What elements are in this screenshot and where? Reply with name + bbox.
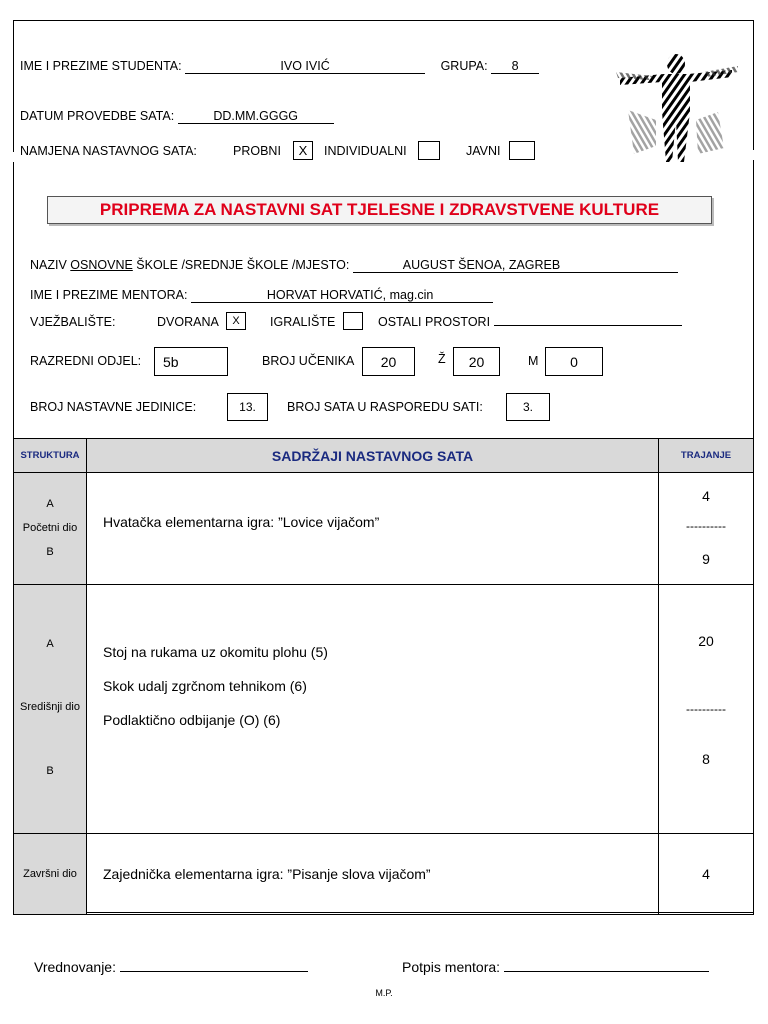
venue-hall-label: DVORANA <box>157 315 219 329</box>
venue-other-label: OSTALI PROSTORI <box>378 315 491 329</box>
unit-label: BROJ NASTAVNE JEDINICE: <box>30 400 197 414</box>
phase-cell <box>14 473 87 585</box>
duration-a: 20 <box>698 633 714 649</box>
duration-b: 8 <box>702 751 710 767</box>
table-header-row <box>14 439 754 473</box>
venue-label: VJEŽBALIŠTE: <box>30 315 116 329</box>
mentor-field[interactable] <box>191 288 493 303</box>
school-label-prefix: NAZIV <box>30 258 71 272</box>
mentor-value: HORVAT HORVATIĆ, mag.cin <box>266 288 434 302</box>
unit-field[interactable]: 13. <box>227 393 268 421</box>
school-field[interactable] <box>353 258 678 273</box>
gymnast-figure-icon <box>612 50 740 168</box>
female-label: Ž <box>438 352 446 366</box>
date-field[interactable]: DD.MM.GGGG <box>178 109 334 124</box>
purpose-label: NAMJENA NASTAVNOG SATA: <box>20 144 197 158</box>
duration-separator: ---------- <box>686 519 726 533</box>
signature-field[interactable] <box>504 971 709 972</box>
group-label: GRUPA: <box>440 59 488 73</box>
content-line: Skok udalj zgrčnom tehnikom (6) <box>103 678 307 694</box>
evaluation-label: Vrednovanje: <box>34 959 116 975</box>
venue-playground-checkbox[interactable] <box>343 312 363 330</box>
col-duration-header: TRAJANJE <box>659 439 754 473</box>
phase-a: A <box>46 638 54 650</box>
table-row <box>14 473 754 585</box>
table-row <box>14 834 754 915</box>
phase-a: A <box>46 498 54 510</box>
phase-b: B <box>46 765 54 777</box>
school-row <box>30 258 678 273</box>
content-line: Hvatačka elementarna igra: ”Lovice vijačom” <box>103 514 380 530</box>
purpose-individual-checkbox[interactable] <box>418 141 440 160</box>
evaluation-field[interactable] <box>120 971 308 972</box>
purpose-individual-label: INDIVIDUALNI <box>324 144 407 158</box>
student-label: IME I PREZIME STUDENTA: <box>20 59 182 73</box>
duration-b: 9 <box>702 551 710 567</box>
school-label-underlined: OSNOVNE <box>70 258 133 272</box>
lesson-table <box>13 438 754 915</box>
purpose-public-label: JAVNI <box>466 144 501 158</box>
school-value: AUGUST ŠENOA, ZAGREB <box>402 258 561 272</box>
female-field[interactable]: 20 <box>453 347 500 376</box>
purpose-trial-label: PROBNI <box>233 144 281 158</box>
venue-other-row <box>378 315 682 329</box>
col-structure-header: STRUKTURA <box>14 439 87 473</box>
purpose-public-checkbox[interactable] <box>509 141 535 160</box>
col-content-header: SADRŽAJI NASTAVNOG SATA <box>87 439 659 473</box>
table-row <box>14 585 754 834</box>
class-label: RAZREDNI ODJEL: <box>30 354 142 368</box>
signature-row <box>402 959 709 975</box>
content-line: Podlaktično odbijanje (O) (6) <box>103 712 281 728</box>
page-title: PRIPREMA ZA NASTAVNI SAT TJELESNE I ZDRAVSTVENE KULTURE <box>47 196 712 224</box>
male-field[interactable]: 0 <box>545 347 603 376</box>
class-field[interactable]: 5b <box>154 347 228 376</box>
content-cell <box>87 473 659 585</box>
mentor-row <box>30 288 493 303</box>
content-line: Zajednička elementarna igra: ”Pisanje slova vijačom” <box>87 834 659 915</box>
date-row <box>20 109 334 124</box>
student-row <box>20 59 539 74</box>
duration-a: 4 <box>702 488 710 504</box>
phase-b: B <box>46 546 54 558</box>
phase-name: Završni dio <box>14 834 87 915</box>
evaluation-row <box>34 959 308 975</box>
venue-playground-label: IGRALIŠTE <box>270 315 336 329</box>
stamp-label: M.P. <box>375 988 393 998</box>
content-line: Stoj na rukama uz okomitu plohu (5) <box>103 644 328 660</box>
duration-cell <box>659 473 754 585</box>
group-field[interactable]: 8 <box>491 59 539 74</box>
purpose-trial-checkbox[interactable]: X <box>293 141 313 160</box>
phase-name: Središnji dio <box>20 701 80 713</box>
phase-name: Početni dio <box>22 522 78 534</box>
male-label: M <box>528 354 539 368</box>
frame-gap-right <box>752 150 756 160</box>
duration-cell <box>659 585 754 834</box>
students-label: BROJ UČENIKA <box>262 354 355 368</box>
venue-hall-checkbox[interactable]: X <box>226 312 246 330</box>
duration-value: 4 <box>659 834 754 915</box>
student-name-field[interactable]: IVO IVIĆ <box>185 59 425 74</box>
mentor-label: IME I PREZIME MENTORA: <box>30 288 188 302</box>
school-label-suffix: ŠKOLE /SREDNJE ŠKOLE /MJESTO: <box>132 258 350 272</box>
frame-gap <box>13 152 15 162</box>
date-label: DATUM PROVEDBE SATA: <box>20 109 175 123</box>
schedule-label: BROJ SATA U RASPOREDU SATI: <box>287 400 483 414</box>
signature-label: Potpis mentora: <box>402 959 501 975</box>
content-cell <box>87 585 659 834</box>
venue-other-field[interactable] <box>494 325 682 326</box>
duration-separator: ---------- <box>686 702 726 716</box>
students-field[interactable]: 20 <box>362 347 415 376</box>
schedule-field[interactable]: 3. <box>506 393 550 421</box>
phase-cell <box>14 585 87 834</box>
